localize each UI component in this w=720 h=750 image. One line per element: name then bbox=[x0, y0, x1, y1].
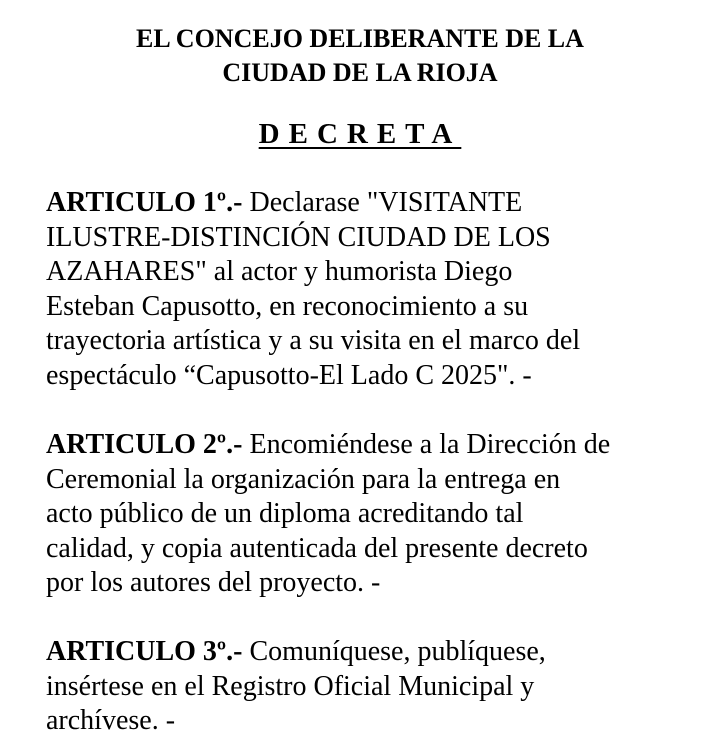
article-line: AZAHARES" al actor y humorista Diego bbox=[46, 256, 513, 287]
article-line: insértese en el Registro Oficial Municipal y bbox=[46, 670, 535, 702]
article-line bbox=[46, 635, 686, 670]
article-line: espectáculo “Capusotto-El Lado C 2025". - bbox=[46, 359, 532, 391]
article-1 bbox=[46, 186, 686, 393]
article-line: Esteban Capusotto, en reconocimiento a su bbox=[46, 290, 529, 322]
article-label: ARTICULO 2º.- bbox=[46, 429, 243, 460]
article-line: trayectoria artística y a su visita en el marco del bbox=[46, 325, 581, 356]
article-label: ARTICULO 3º.- bbox=[46, 636, 243, 667]
header-line-1: EL CONCEJO DELIBERANTE DE LA bbox=[136, 24, 584, 53]
decreta-title: DECRETA bbox=[258, 118, 462, 150]
header-line-2: CIUDAD DE LA RIOJA bbox=[222, 58, 498, 87]
article-line bbox=[46, 186, 686, 221]
article-line: ILUSTRE-DISTINCIÓN CIUDAD DE LOS bbox=[46, 221, 551, 253]
article-line: calidad, y copia autenticada del presente decreto bbox=[46, 532, 588, 564]
article-label: ARTICULO 1º.- bbox=[46, 187, 243, 218]
article-2 bbox=[46, 428, 686, 601]
article-text: Encomiéndese a la Dirección de bbox=[242, 429, 611, 460]
article-text: Comuníquese, publíquese, bbox=[242, 636, 546, 667]
article-line: Ceremonial la organización para la entrega en bbox=[46, 463, 561, 495]
article-line: por los autores del proyecto. - bbox=[46, 567, 381, 598]
article-3 bbox=[46, 635, 686, 739]
article-line bbox=[46, 428, 686, 463]
document-header bbox=[0, 22, 720, 90]
article-line: acto público de un diploma acreditando tal bbox=[46, 498, 524, 529]
article-text: Declarase "VISITANTE bbox=[242, 187, 523, 218]
article-line: archívese. - bbox=[46, 705, 176, 736]
